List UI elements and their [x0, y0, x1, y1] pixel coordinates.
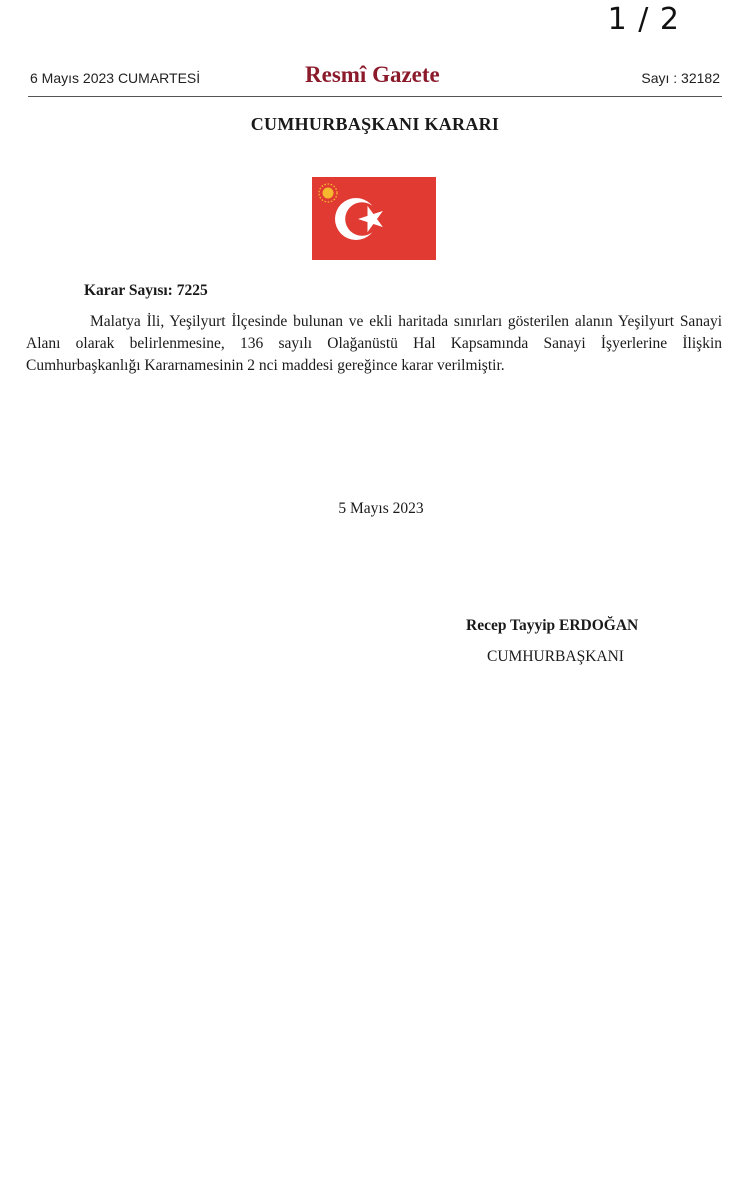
gazette-title: Resmî Gazete — [305, 62, 440, 87]
crescent-star-icon — [335, 198, 383, 240]
header-date: 6 Mayıs 2023 CUMARTESİ — [30, 70, 201, 86]
decision-body: Malatya İli, Yeşilyurt İlçesinde bulunan ve ekli haritada sınırları gösterilen alanın Yeşilyurt Sanayi Alanı olarak belirlenmesine, 136 sayılı Olağanüstü Hal Kapsamında Sanayi İşyerlerine İlişkin Cumhurbaşkanlığı Kararnamesinin 2 nci maddesi gereğince karar verilmiştir. — [26, 313, 722, 374]
signing-date: 5 Mayıs 2023 — [338, 500, 424, 517]
decision-number: Karar Sayısı: 7225 — [84, 282, 208, 299]
signer-title: CUMHURBAŞKANI — [487, 648, 624, 665]
sun-icon — [319, 184, 337, 202]
page-indicator: 1 / 2 — [607, 2, 680, 37]
presidential-flag-icon — [312, 177, 436, 260]
document-title: CUMHURBAŞKANI KARARI — [250, 114, 500, 134]
signer-name: Recep Tayyip ERDOĞAN — [466, 617, 639, 634]
gazette-header — [28, 62, 722, 97]
issue-number: Sayı : 32182 — [641, 70, 720, 86]
